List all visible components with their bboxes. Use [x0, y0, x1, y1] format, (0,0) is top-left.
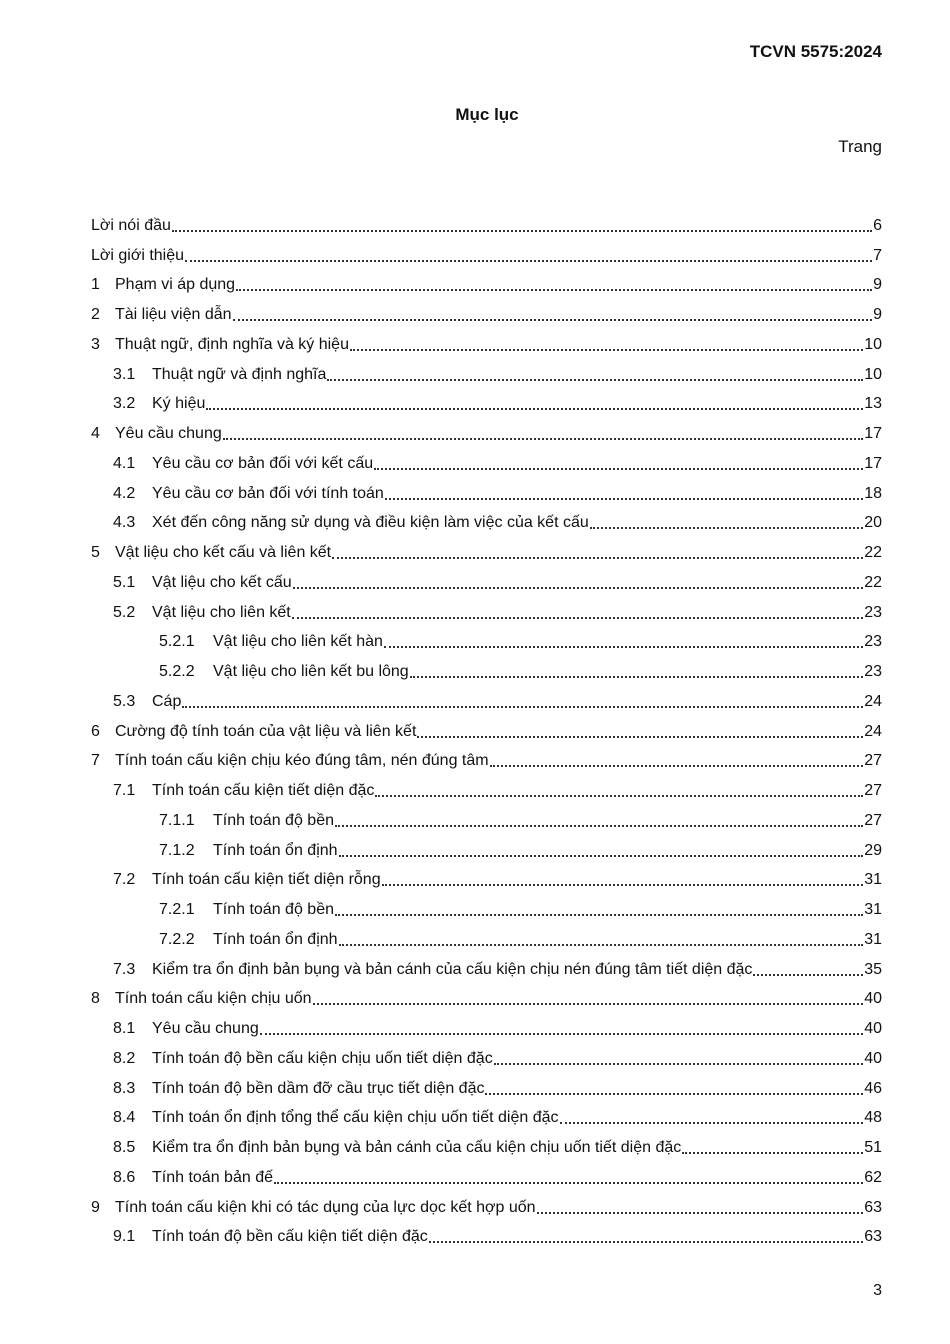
toc-entry-title — [113, 484, 384, 504]
toc-entry-number: 4.2 — [113, 484, 136, 502]
toc-entry-label: Vật liệu cho liên kết bu lông — [213, 663, 409, 680]
dot-leader — [382, 884, 864, 886]
toc-entry[interactable] — [91, 533, 882, 563]
dot-leader — [385, 498, 863, 500]
toc-entry-label: Vật liệu cho kết cấu — [152, 573, 292, 591]
toc-entry-label: Tài liệu viện dẫn — [115, 306, 232, 323]
toc-entry-label: Tính toán độ bền cấu kiện tiết diện đặc — [152, 1228, 428, 1246]
toc-entry-label: Lời nói đầu — [91, 216, 171, 234]
dot-leader — [410, 676, 864, 678]
toc-entry-page: 6 — [873, 216, 882, 234]
toc-entry[interactable] — [91, 1158, 882, 1188]
dot-leader — [384, 646, 863, 648]
toc-entry-label: Tính toán cấu kiện tiết diện rỗng — [152, 871, 381, 889]
toc-entry-title — [113, 692, 181, 712]
dot-leader — [293, 587, 864, 589]
toc-entry-number: 4 — [91, 425, 100, 442]
toc-entry-title — [159, 841, 338, 861]
toc-entry[interactable] — [91, 1009, 882, 1039]
toc-entry-number: 7.1.2 — [159, 841, 195, 859]
toc-entry-title — [91, 305, 232, 325]
dot-leader — [335, 914, 863, 916]
toc-entry-label: Tính toán ổn định — [213, 930, 338, 948]
dot-leader — [335, 825, 863, 827]
toc-entry-number: 7.2 — [113, 871, 136, 889]
toc-entry-page: 63 — [864, 1198, 882, 1216]
toc-entry-title — [113, 1049, 493, 1069]
toc-entry-number: 8.2 — [113, 1049, 136, 1067]
toc-entry-title — [113, 365, 326, 385]
toc-entry-title — [91, 722, 416, 742]
dot-leader — [182, 706, 863, 708]
toc-entry-title — [113, 394, 205, 414]
dot-leader — [374, 468, 863, 470]
toc-entry-label: Tính toán độ bền dầm đỡ cầu trục tiết diện đặc — [152, 1079, 485, 1097]
dot-leader — [292, 617, 863, 619]
toc-entry[interactable] — [91, 1188, 882, 1218]
toc-entry-page: 48 — [864, 1109, 882, 1127]
toc-entry-number: 4.3 — [113, 514, 136, 532]
toc-entry[interactable] — [91, 682, 882, 712]
toc-entry-number: 5.1 — [113, 573, 136, 591]
toc-entry[interactable] — [91, 593, 882, 623]
toc-entry-title — [113, 454, 373, 474]
toc-entry-label: Tính toán độ bền — [213, 901, 334, 918]
toc-entry-label: Thuật ngữ và định nghĩa — [152, 365, 327, 383]
toc-entry-page: 9 — [873, 276, 882, 294]
toc-entry[interactable] — [91, 355, 882, 385]
toc-entry-number: 5.2 — [113, 603, 136, 621]
toc-entry-number: 1 — [91, 276, 100, 294]
toc-entry-number: 8.3 — [113, 1079, 136, 1097]
toc-entry[interactable] — [91, 414, 882, 444]
toc-entry[interactable] — [91, 236, 882, 266]
toc-entry-page: 27 — [864, 811, 882, 829]
toc-entry-title — [113, 870, 381, 890]
toc-entry[interactable] — [91, 444, 882, 474]
toc-entry-page: 9 — [873, 306, 882, 323]
toc-entry[interactable] — [91, 712, 882, 742]
toc-entry-number: 8 — [91, 990, 100, 1008]
dot-leader — [339, 944, 864, 946]
toc-entry-number: 7.2.2 — [159, 930, 195, 948]
toc-entry-page: 51 — [864, 1139, 882, 1156]
toc-entry-page: 24 — [864, 692, 882, 710]
toc-entry-title — [91, 1198, 536, 1218]
toc-entry-number: 5.2.2 — [159, 663, 195, 680]
toc-entry-title — [159, 662, 409, 682]
toc-entry-label: Tính toán cấu kiện tiết diện đặc — [152, 782, 375, 799]
toc-entry-label: Tính toán ổn định — [213, 841, 338, 859]
toc-entry-number: 3.1 — [113, 365, 136, 383]
toc-entry-label: Tính toán ổn định tổng thể cấu kiện chịu uốn tiết diện đặc — [152, 1109, 559, 1127]
toc-entry-number: 5 — [91, 544, 100, 561]
toc-entry-page: 31 — [864, 930, 882, 948]
toc-entry[interactable] — [91, 890, 882, 920]
toc-entry-number: 9 — [91, 1198, 100, 1216]
toc-entry-title — [91, 275, 235, 295]
toc-entry-title — [113, 573, 292, 593]
toc-entry-number: 5.2.1 — [159, 633, 195, 651]
toc-entry-title — [91, 216, 171, 236]
toc-entry-label: Yêu cầu cơ bản đối với tính toán — [152, 484, 384, 502]
toc-entry[interactable] — [91, 1128, 882, 1158]
toc-entry-page: 27 — [864, 782, 882, 799]
toc-entry-number: 8.5 — [113, 1139, 136, 1156]
toc-entry-page: 63 — [864, 1228, 882, 1246]
toc-entry-page: 24 — [864, 722, 882, 740]
dot-leader — [375, 795, 863, 797]
toc-entry-page: 46 — [864, 1079, 882, 1097]
toc-entry[interactable] — [91, 385, 882, 415]
page-number: 3 — [873, 1282, 882, 1299]
toc-entry-label: Yêu cầu cơ bản đối với kết cấu — [152, 454, 374, 472]
dot-leader — [753, 974, 863, 976]
toc-entry[interactable] — [91, 1099, 882, 1129]
toc-entry-page: 10 — [864, 335, 882, 353]
toc-entry-page: 17 — [864, 454, 882, 472]
toc-entry-page: 31 — [864, 871, 882, 889]
toc-entry-number: 7.1.1 — [159, 811, 195, 829]
toc-entry-title — [91, 424, 222, 444]
dot-leader — [590, 527, 863, 529]
toc-entry-label: Cáp — [152, 692, 182, 710]
toc-entry[interactable] — [91, 563, 882, 593]
toc-entry-title — [159, 930, 338, 950]
toc-entry-label: Tính toán cấu kiện chịu uốn — [115, 990, 312, 1008]
toc-entry-label: Tính toán bản đế — [152, 1168, 273, 1186]
toc-entry[interactable] — [91, 325, 882, 355]
toc-entry-title — [113, 1079, 484, 1099]
toc-entry-label: Ký hiệu — [152, 395, 206, 413]
toc-title: Mục lục — [455, 105, 519, 124]
toc-entry-page: 22 — [864, 573, 882, 591]
toc-entry-number: 7.2.1 — [159, 901, 195, 918]
table-of-contents — [91, 206, 882, 1247]
toc-entry-number: 8.1 — [113, 1020, 136, 1037]
toc-entry-page: 10 — [864, 365, 882, 383]
toc-entry-number: 4.1 — [113, 454, 136, 472]
toc-entry[interactable] — [91, 771, 882, 801]
toc-entry[interactable] — [91, 623, 882, 653]
page-column-label: Trang — [838, 137, 882, 156]
toc-entry-page: 18 — [864, 484, 882, 502]
toc-entry-label: Phạm vi áp dụng — [115, 276, 236, 294]
toc-entry-title — [91, 335, 349, 355]
toc-entry[interactable] — [91, 861, 882, 891]
dot-leader — [490, 765, 864, 767]
toc-entry-title — [113, 1138, 681, 1158]
toc-entry-title — [91, 751, 489, 771]
toc-entry[interactable] — [91, 980, 882, 1010]
toc-entry[interactable] — [91, 295, 882, 325]
toc-entry-label: Tính toán độ bền — [213, 811, 334, 829]
toc-entry[interactable] — [91, 1039, 882, 1069]
toc-entry-number: 7.3 — [113, 960, 136, 978]
dot-leader — [485, 1093, 863, 1095]
toc-entry-page: 23 — [864, 603, 882, 621]
toc-entry-number: 3 — [91, 335, 100, 353]
toc-entry-label: Tính toán độ bền cấu kiện chịu uốn tiết diện đặc — [152, 1049, 493, 1067]
toc-entry-label: Vật liệu cho liên kết — [152, 603, 291, 621]
toc-entry-label: Tính toán cấu kiện khi có tác dụng của lực dọc kết hợp uốn — [115, 1198, 536, 1216]
standard-code: TCVN 5575:2024 — [749, 42, 882, 61]
toc-entry-label: Xét đến công năng sử dụng và điều kiện làm việc của kết cấu — [152, 514, 589, 532]
toc-entry-number: 6 — [91, 722, 100, 740]
dot-leader — [172, 230, 872, 232]
toc-entry-title — [113, 1019, 259, 1039]
toc-entry[interactable] — [91, 266, 882, 296]
toc-entry-page: 22 — [864, 544, 882, 561]
toc-entry-page: 29 — [864, 841, 882, 859]
dot-leader — [327, 379, 863, 381]
toc-entry-page: 23 — [864, 663, 882, 680]
toc-entry-title — [113, 603, 291, 623]
toc-entry-number: 8.6 — [113, 1168, 136, 1186]
dot-leader — [233, 319, 873, 321]
toc-entry-title — [113, 1108, 559, 1128]
toc-entry[interactable] — [91, 920, 882, 950]
toc-entry-label: Vật liệu cho liên kết hàn — [213, 633, 383, 651]
toc-entry-label: Kiểm tra ổn định bản bụng và bản cánh của cấu kiện chịu uốn tiết diện đặc — [152, 1139, 682, 1156]
toc-entry[interactable] — [91, 652, 882, 682]
toc-entry-title — [159, 632, 383, 652]
toc-entry-number: 5.3 — [113, 692, 136, 710]
toc-entry-label: Thuật ngữ, định nghĩa và ký hiệu — [115, 335, 349, 353]
toc-entry[interactable] — [91, 831, 882, 861]
toc-entry-number: 2 — [91, 306, 100, 323]
dot-leader — [537, 1212, 864, 1214]
toc-entry-title — [113, 1168, 273, 1188]
toc-entry-number: 3.2 — [113, 395, 136, 413]
toc-entry-title — [159, 811, 334, 831]
toc-entry-page: 62 — [864, 1168, 882, 1186]
toc-entry-label: Tính toán cấu kiện chịu kéo đúng tâm, nén đúng tâm — [115, 752, 489, 770]
toc-entry-title — [91, 543, 331, 563]
dot-leader — [682, 1152, 863, 1154]
toc-entry-label: Kiểm tra ổn định bản bụng và bản cánh của cấu kiện chịu nén đúng tâm tiết diện đặc — [152, 960, 753, 978]
toc-entry-number: 7 — [91, 752, 100, 770]
dot-leader — [332, 557, 863, 559]
toc-entry-page: 40 — [864, 1020, 882, 1037]
toc-entry-page: 35 — [864, 960, 882, 978]
toc-entry-page: 40 — [864, 1049, 882, 1067]
toc-entry-number: 7.1 — [113, 782, 136, 799]
toc-entry-title — [113, 1227, 428, 1247]
toc-entry[interactable] — [91, 742, 882, 772]
dot-leader — [560, 1122, 864, 1124]
dot-leader — [417, 736, 863, 738]
toc-entry[interactable] — [91, 950, 882, 980]
toc-entry[interactable] — [91, 206, 882, 236]
toc-entry[interactable] — [91, 504, 882, 534]
dot-leader — [223, 438, 863, 440]
toc-entry-label: Yêu cầu chung — [115, 425, 222, 442]
dot-leader — [206, 408, 863, 410]
toc-entry-page: 7 — [873, 246, 882, 264]
toc-entry-title — [91, 989, 312, 1009]
toc-entry-label: Cường độ tính toán của vật liệu và liên kết — [115, 722, 417, 740]
toc-entry-title — [91, 246, 184, 266]
toc-entry-title — [113, 513, 589, 533]
toc-entry-title — [113, 781, 374, 801]
dot-leader — [260, 1033, 863, 1035]
toc-entry-page: 13 — [864, 395, 882, 413]
dot-leader — [339, 855, 864, 857]
toc-entry-page: 27 — [864, 752, 882, 770]
toc-entry-label: Vật liệu cho kết cấu và liên kết — [115, 544, 332, 561]
toc-entry-page: 40 — [864, 990, 882, 1008]
dot-leader — [313, 1003, 864, 1005]
toc-entry-number: 9.1 — [113, 1228, 136, 1246]
dot-leader — [236, 289, 872, 291]
toc-entry-page: 17 — [864, 425, 882, 442]
dot-leader — [185, 260, 872, 262]
dot-leader — [274, 1182, 863, 1184]
toc-entry[interactable] — [91, 1218, 882, 1248]
dot-leader — [494, 1063, 864, 1065]
toc-entry[interactable] — [91, 474, 882, 504]
toc-entry-title — [159, 900, 334, 920]
toc-entry-page: 31 — [864, 901, 882, 918]
toc-entry-page: 23 — [864, 633, 882, 651]
dot-leader — [350, 349, 863, 351]
toc-entry-label: Yêu cầu chung — [152, 1020, 259, 1037]
dot-leader — [429, 1241, 863, 1243]
toc-entry-title — [113, 960, 752, 980]
toc-entry[interactable] — [91, 801, 882, 831]
toc-entry[interactable] — [91, 1069, 882, 1099]
toc-entry-number: 8.4 — [113, 1109, 136, 1127]
toc-entry-label: Lời giới thiệu — [91, 246, 185, 264]
toc-entry-page: 20 — [864, 514, 882, 532]
